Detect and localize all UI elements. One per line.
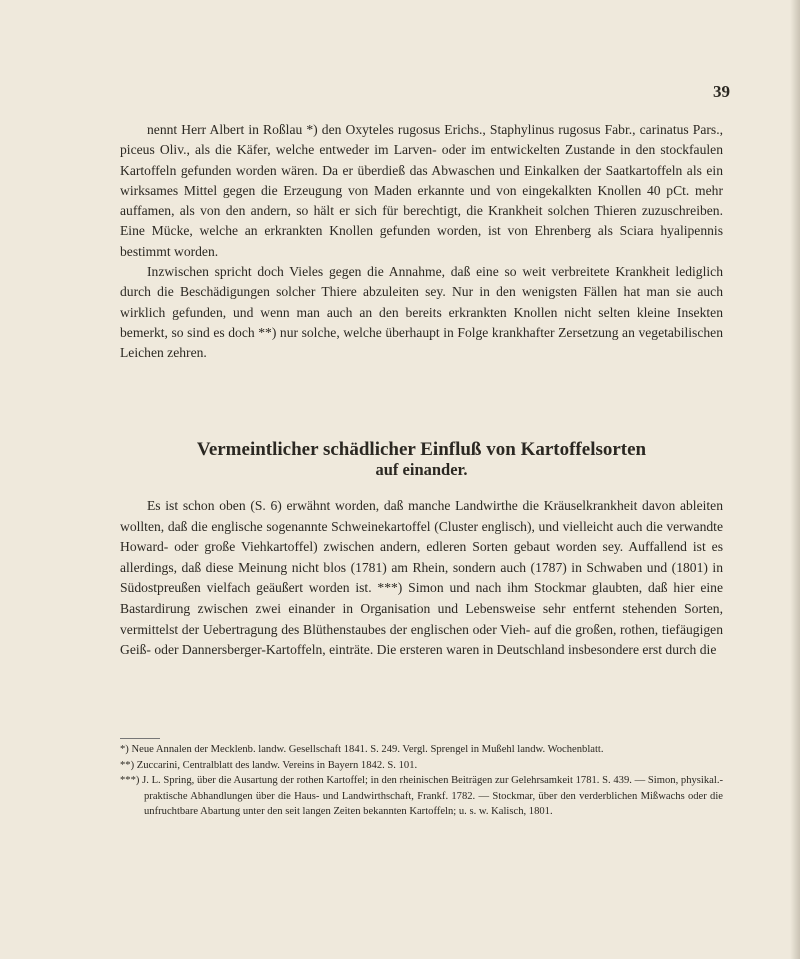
footnotes [120,742,723,820]
footnote-rule [120,738,160,739]
body-text [120,120,723,364]
page-edge-shadow [790,0,800,959]
footnote-1: *) Neue Annalen der Mecklenb. landw. Gesellschaft 1841. S. 249. Vergl. Sprengel in Mußehl landw. Wochenblatt. [120,744,604,755]
heading-line-2: auf einander. [375,460,468,479]
footnote-2: **) Zuccarini, Centralblatt des landw. Vereins in Bayern 1842. S. 101. [120,759,418,771]
paragraph-1: nennt Herr Albert in Roßlau *) den Oxyteles rugosus Erichs., Staphylinus rugosus Fabr., carinatus Pars., piceus Oliv., als die Käfer, welche entweder im Larven- oder im entwickelten Zustande in den stockfaulen Kartoffeln gefunden worden wären. Da er überdieß das Abwaschen und Einkalken der Saatkartoffeln als ein wirksames Mittel gegen die Erzeugung von Maden erkannte und von eingekalkten Knollen 40 pCt. mehr auffamen, als von den andern, so hält er sich für berechtigt, die Krankheit solchen Thieren zuzuschreiben. Eine Mücke, welche an erkrankten Knollen gefunden worden, ist von Ehrenberg als Sciara hyalipennis bestimmt worden. [120,122,723,259]
heading-line-1: Vermeintlicher schädlicher Einfluß von Kartoffelsorten [196,439,647,460]
footnote-3: ***) J. L. Spring, über die Ausartung der rothen Kartoffel; in den rheinischen Beiträgen zur Gelehrsamkeit 1781. S. 439. — Simon, physikal.-praktische Abhandlungen über die Haus- und Landwirthschaft, Frankf. 1782. — Stockmar, über den verderblichen Mißwachs oder die unfruchtbare Abartung unter den seit langen Zeiten bekannten Kartoffeln; u. s. w. Kalisch, 1801. [120,775,723,818]
paragraph-3: Es ist schon oben (S. 6) erwähnt worden, daß manche Landwirthe die Kräuselkrankheit davon ableiten wollten, daß die englische sogenannte Schweinekartoffel (Cluster englisch), und vielleicht auch die verwandte Howard- oder große Viehkartoffel) zwischen andern, edleren Sorten gebaut worden sey. Auffallend ist es allerdings, daß diese Meinung nicht blos (1781) am Rhein, sondern auch (1787) in Schwaben und (1801) in Südostpreußen vielfach geäußert worden ist. ***) Simon und nach ihm Stockmar glaubten, daß hier eine Bastardirung zwischen zwei einander in Organisation und Lebensweise sehr entfernt stehenden Sorten, vermittelst der Uebertragung des Blüthenstaubes der englischen oder Vieh- auf die großen, rothen, tiefäugigen Geiß- oder Dannersberger-Kartoffeln, einträte. Die ersteren waren in Deutschland insbesondere erst durch die [120,498,723,658]
paragraph-2: Inzwischen spricht doch Vieles gegen die Annahme, daß eine so weit verbreitete Krankheit lediglich durch die Beschädigungen solcher Thiere abzuleiten sey. Nur in den wenigsten Fällen hat man sie auch wirklich gefunden, und wenn man auch an den bereits erkrankten Knollen nicht selten kleine Insekten bemerkt, so sind es doch **) nur solche, welche überhaupt in Folge krankhafter Zersetzung an vegetabilischen Leichen zehren. [120,264,723,361]
section-heading [120,440,723,480]
page-number: 39 [713,82,730,101]
section-text [120,496,723,661]
